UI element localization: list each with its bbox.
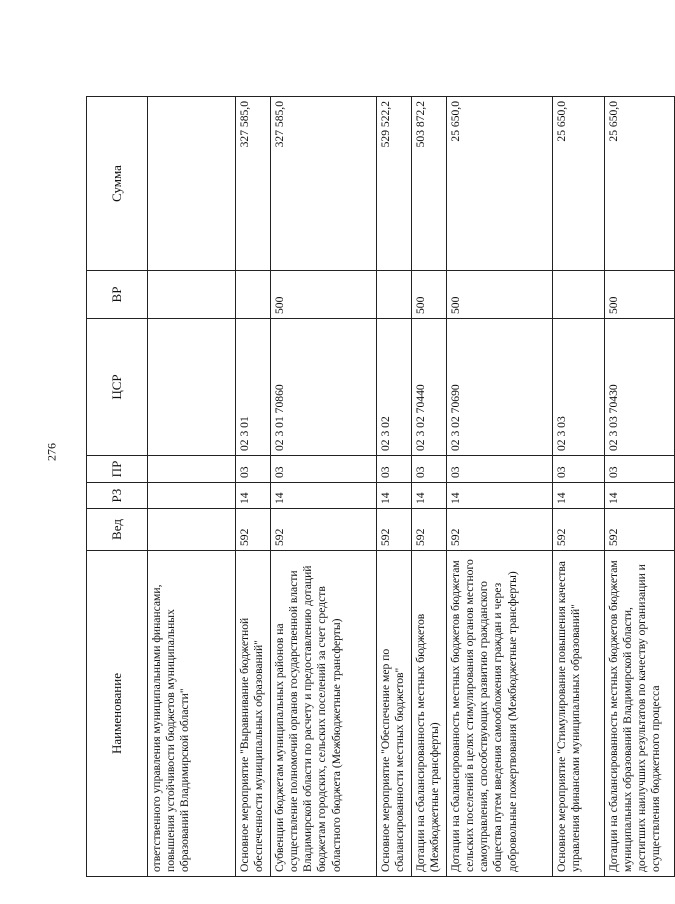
- cell-vr: [236, 271, 271, 319]
- table-row: [148, 97, 236, 877]
- table-row: [377, 97, 412, 877]
- cell-name: Дотации на сбалансированность местных бюджетов бюджетам муниципальных образований Владимирской области, достигших наилучших результатов по качеству организации и осуществления бюджетного процесса: [605, 551, 675, 877]
- cell-csr: 02 3 01: [236, 319, 271, 456]
- header-sum: Сумма: [87, 97, 148, 271]
- page-number: 276: [44, 443, 59, 461]
- cell-name: Дотации на сбалансированность местных бюджетов (Межбюджетные трансферты): [412, 551, 447, 877]
- cell-pr: 03: [447, 456, 553, 483]
- cell-sum: [148, 97, 236, 271]
- cell-vr: 500: [447, 271, 553, 319]
- header-rz: РЗ: [87, 483, 148, 509]
- cell-pr: 03: [271, 456, 377, 483]
- cell-pr: 03: [377, 456, 412, 483]
- cell-name: Дотации на сбалансированность местных бюджетов бюджетам сельских поселений в целях стимулирования органов местного самоуправления, способствующих развитию гражданского общества путем введения самообложения граждан и через добровольные пожертвования (Межбюджетные трансферты): [447, 551, 553, 877]
- cell-sum: 25 650,0: [553, 97, 605, 271]
- cell-vr: 500: [605, 271, 675, 319]
- cell-pr: 03: [236, 456, 271, 483]
- cell-sum: 503 872,2: [412, 97, 447, 271]
- cell-ved: 592: [553, 509, 605, 551]
- budget-table: [86, 96, 675, 877]
- table-row: [605, 97, 675, 877]
- cell-csr: 02 3 03 70430: [605, 319, 675, 456]
- cell-rz: 14: [605, 483, 675, 509]
- cell-vr: 500: [412, 271, 447, 319]
- cell-csr: 02 3 02 70440: [412, 319, 447, 456]
- cell-vr: [148, 271, 236, 319]
- header-csr: ЦСР: [87, 319, 148, 456]
- cell-sum: 529 522,2: [377, 97, 412, 271]
- cell-ved: 592: [605, 509, 675, 551]
- header-pr: ПР: [87, 456, 148, 483]
- cell-vr: 500: [271, 271, 377, 319]
- cell-csr: 02 3 02: [377, 319, 412, 456]
- cell-name: Основное мероприятие "Обеспечение мер по сбалансированности местных бюджетов": [377, 551, 412, 877]
- table-row: [236, 97, 271, 877]
- cell-rz: 14: [236, 483, 271, 509]
- cell-ved: 592: [412, 509, 447, 551]
- header-name: Наименование: [87, 551, 148, 877]
- cell-name: Основное мероприятие "Выравнивание бюджетной обеспеченности муниципальных образований": [236, 551, 271, 877]
- cell-pr: 03: [605, 456, 675, 483]
- cell-sum: 25 650,0: [605, 97, 675, 271]
- cell-ved: 592: [447, 509, 553, 551]
- cell-name: Субвенции бюджетам муниципальных районов на осуществление полномочий органов государственной власти Владимирской области по расчету и предоставлению дотаций бюджетам городских, сельских поселений за счет средств областного бюджета (Межбюджетные трансферты): [271, 551, 377, 877]
- cell-rz: [148, 483, 236, 509]
- table-row: [271, 97, 377, 877]
- header-ved: Вед: [87, 509, 148, 551]
- header-vr: ВР: [87, 271, 148, 319]
- cell-vr: [377, 271, 412, 319]
- cell-csr: 02 3 03: [553, 319, 605, 456]
- cell-rz: 14: [377, 483, 412, 509]
- table-row: [553, 97, 605, 877]
- cell-pr: [148, 456, 236, 483]
- cell-rz: 14: [447, 483, 553, 509]
- cell-name: Основное мероприятие "Стимулирование повышения качества управления финансами муниципальных образований": [553, 551, 605, 877]
- cell-vr: [553, 271, 605, 319]
- rotated-table-container: [86, 97, 663, 877]
- cell-name: ответственного управления муниципальными финансами, повышения устойчивости бюджетов муниципальных образований Владимирской области": [148, 551, 236, 877]
- table-row: [447, 97, 553, 877]
- header-row: [87, 97, 148, 877]
- cell-pr: 03: [553, 456, 605, 483]
- cell-ved: 592: [377, 509, 412, 551]
- cell-ved: [148, 509, 236, 551]
- cell-rz: 14: [553, 483, 605, 509]
- cell-ved: 592: [236, 509, 271, 551]
- cell-ved: 592: [271, 509, 377, 551]
- cell-rz: 14: [412, 483, 447, 509]
- cell-csr: 02 3 01 70860: [271, 319, 377, 456]
- cell-pr: 03: [412, 456, 447, 483]
- cell-sum: 327 585,0: [236, 97, 271, 271]
- cell-csr: [148, 319, 236, 456]
- cell-sum: 327 585,0: [271, 97, 377, 271]
- cell-rz: 14: [271, 483, 377, 509]
- table-row: [412, 97, 447, 877]
- cell-csr: 02 3 02 70690: [447, 319, 553, 456]
- cell-sum: 25 650,0: [447, 97, 553, 271]
